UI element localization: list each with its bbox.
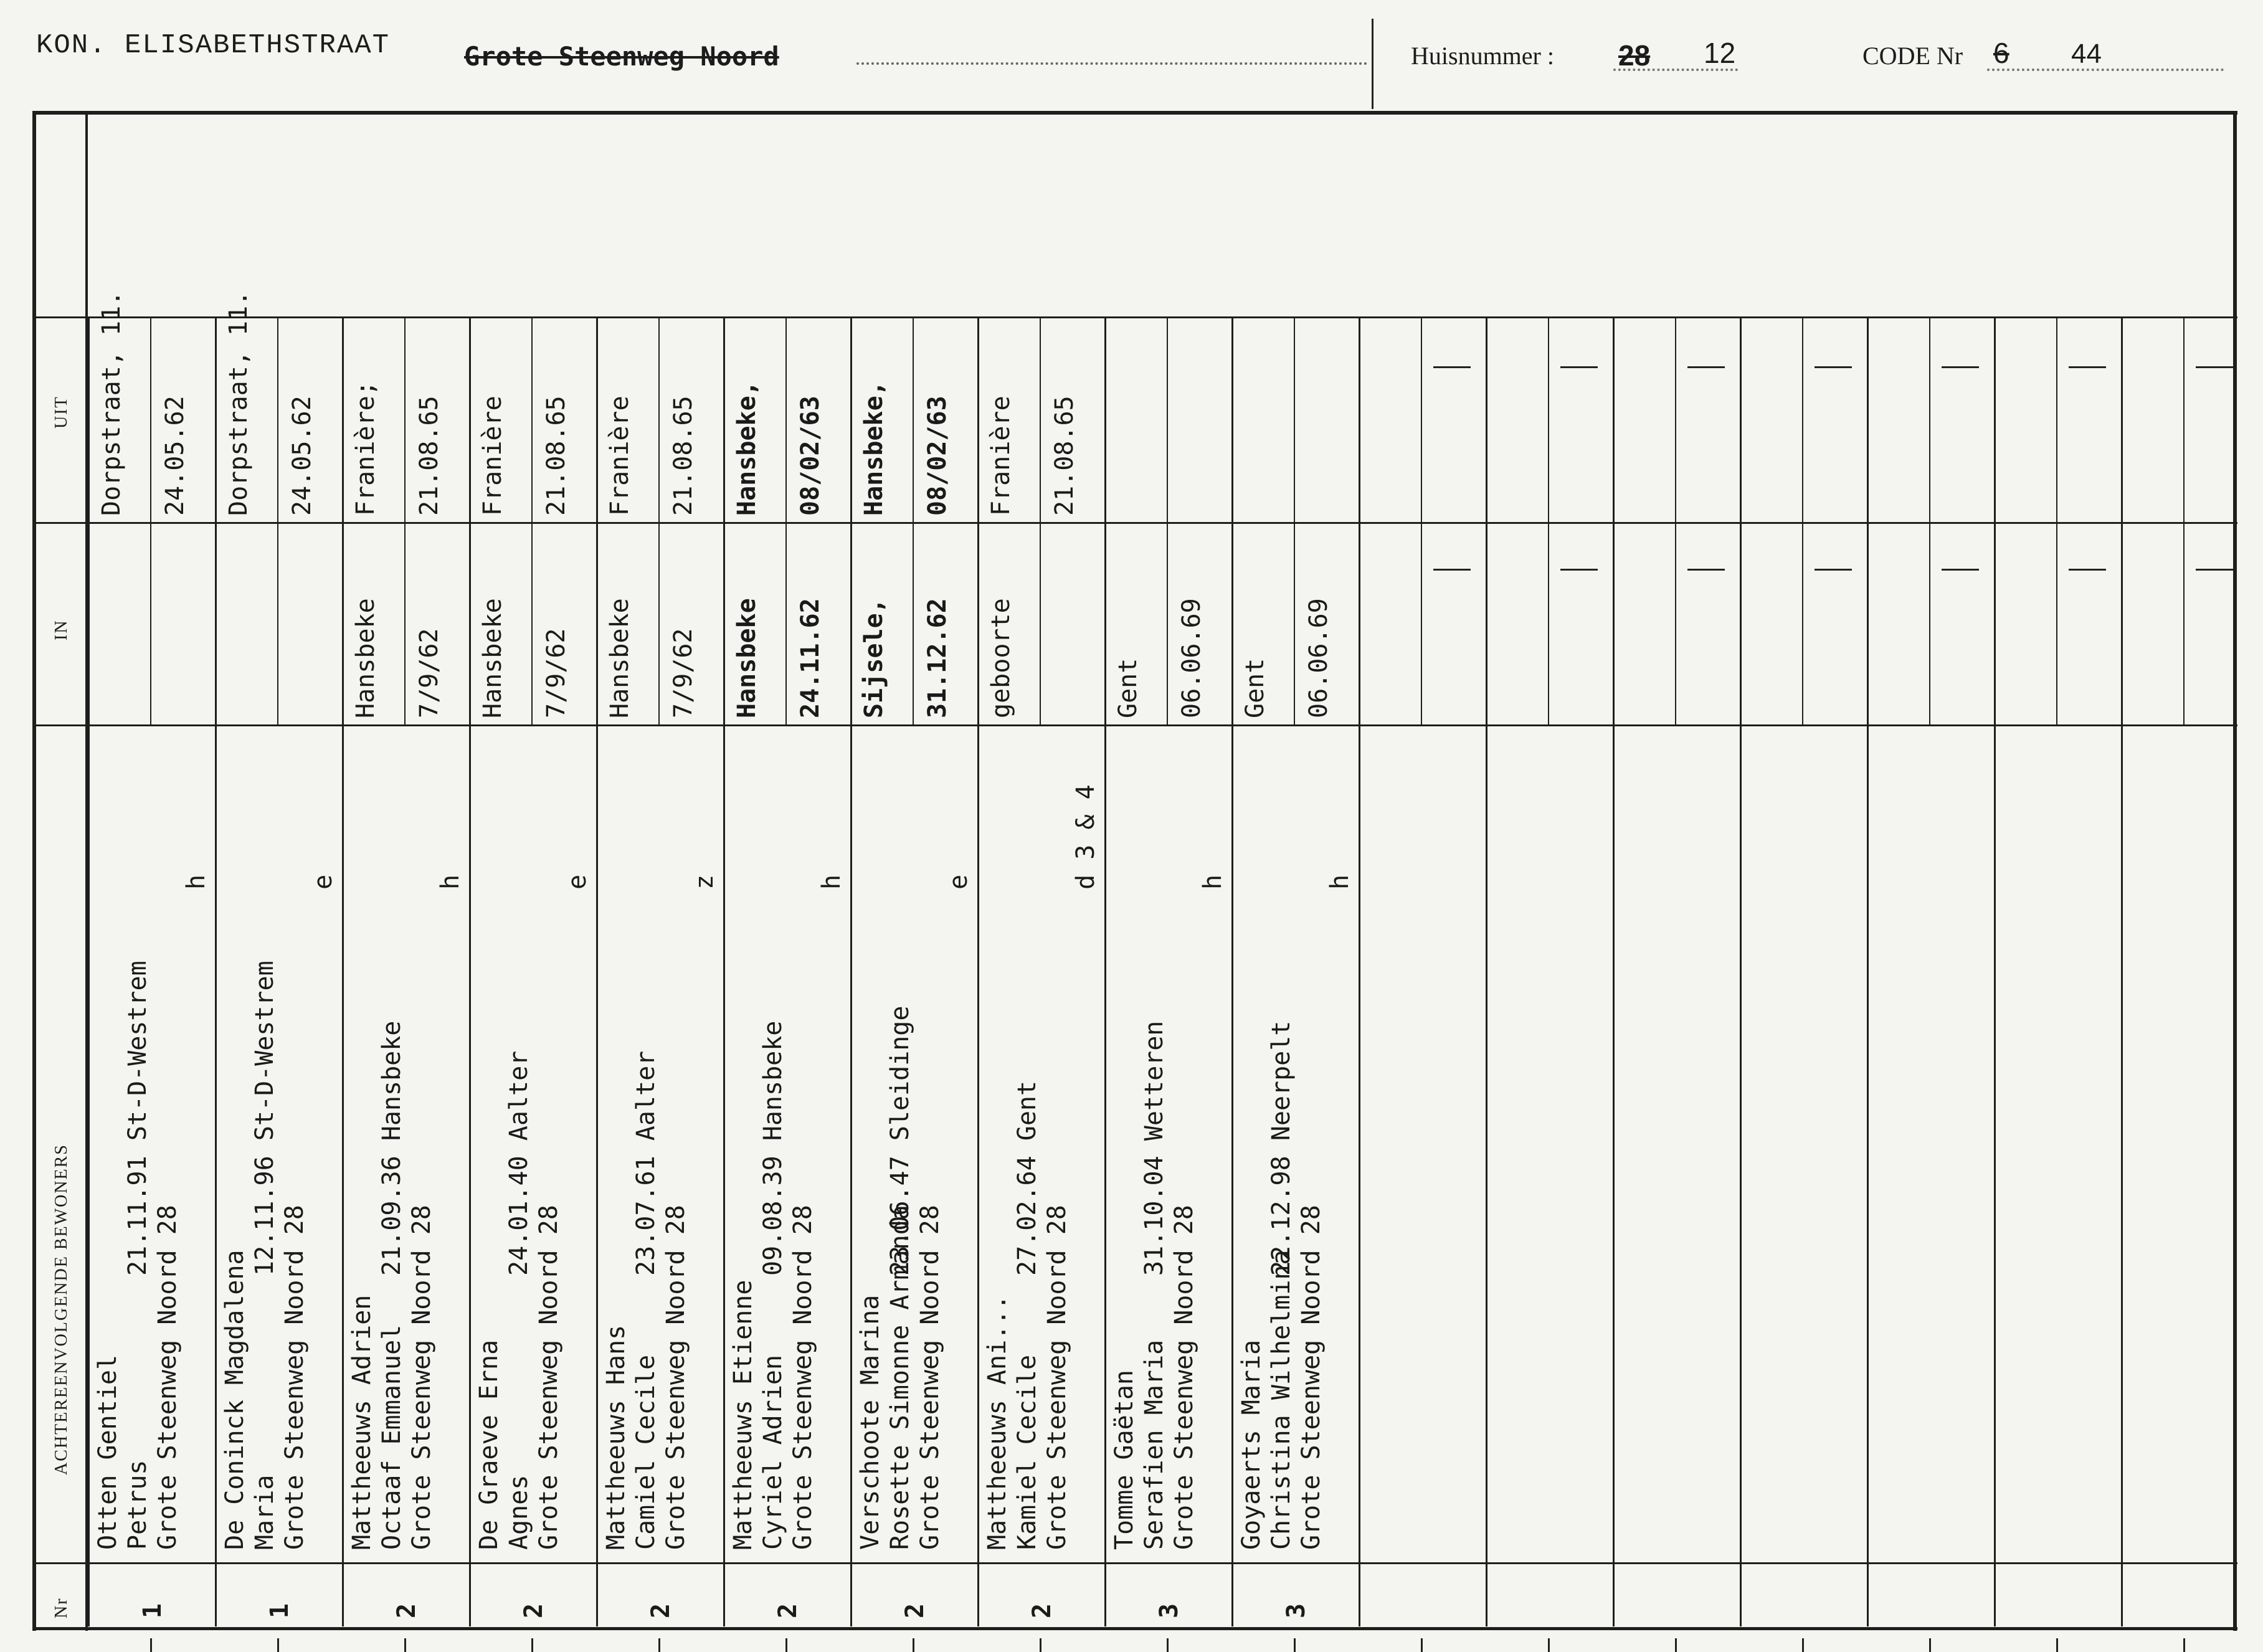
subcolumn-divider bbox=[404, 318, 406, 724]
resident-nr: 2 bbox=[774, 1603, 802, 1618]
in-date: 7/9/62 bbox=[669, 628, 698, 718]
resident-nr: 2 bbox=[647, 1603, 675, 1618]
in-place: geboorte bbox=[987, 598, 1015, 718]
resident-birth: 22.12.98 Neerpelt bbox=[1267, 1020, 1296, 1276]
empty-uit-dash bbox=[2196, 366, 2233, 368]
subcolumn-divider bbox=[2183, 318, 2185, 724]
resident-mark: e bbox=[563, 874, 592, 890]
in-place: Hansbeke bbox=[351, 598, 380, 718]
huisnummer-dotted-line bbox=[1613, 69, 1738, 71]
bottom-tick bbox=[150, 1638, 152, 1652]
uit-place: Dorpstraat, 11. bbox=[224, 290, 253, 516]
resident-nr: 1 bbox=[265, 1603, 294, 1618]
form-header bbox=[0, 0, 2263, 109]
uit-place: Hansbeke, bbox=[733, 381, 761, 516]
resident-birth: 21.09.36 Hansbeke bbox=[377, 1020, 406, 1276]
resident-name-line2: Serafien Maria bbox=[1140, 1339, 1169, 1550]
nr-label: Nr bbox=[52, 1597, 71, 1618]
resident-nr: 2 bbox=[519, 1603, 548, 1618]
huisnummer-label: Huisnummer : bbox=[1411, 42, 1554, 70]
bottom-tick bbox=[1167, 1638, 1169, 1652]
resident-mark: h bbox=[436, 874, 465, 890]
register-form bbox=[32, 111, 2237, 1631]
bottom-tick bbox=[1040, 1638, 1041, 1652]
resident-name-line2: Maria bbox=[250, 1474, 279, 1550]
in-place: Hansbeke bbox=[605, 598, 634, 718]
resident-mark: h bbox=[1198, 874, 1227, 890]
resident-birth: 31.10.04 Wetteren bbox=[1140, 1020, 1169, 1276]
uit-place: Franière bbox=[605, 396, 634, 516]
resident-name-line1: Mattheeuws Hans bbox=[602, 1324, 630, 1550]
uit-place: Dorpstraat, 11. bbox=[97, 290, 126, 516]
empty-in-dash bbox=[1433, 569, 1471, 571]
huisnummer-old: 28 bbox=[1618, 39, 1651, 72]
uit-date: 21.08.65 bbox=[415, 396, 444, 516]
code-new: 44 bbox=[2071, 39, 2102, 69]
resident-mark: h bbox=[1326, 874, 1354, 890]
uit-top-line bbox=[32, 316, 2237, 318]
resident-birth: 23.07.61 Aalter bbox=[632, 1050, 660, 1276]
resident-address: Grote Steenweg Noord 28 bbox=[280, 1205, 309, 1550]
column-divider bbox=[723, 318, 725, 1626]
uit-place: Franière; bbox=[351, 381, 380, 516]
empty-uit-dash bbox=[1433, 366, 1471, 368]
column-divider bbox=[850, 318, 852, 1626]
resident-address: Grote Steenweg Noord 28 bbox=[1170, 1205, 1198, 1550]
resident-name-line2: Cyriel Adrien bbox=[759, 1354, 787, 1550]
resident-name-line1: De Coninck Magdalena bbox=[221, 1250, 249, 1550]
resident-birth: 23.06.47 Sleidinge bbox=[886, 1005, 914, 1276]
code-old: 6 bbox=[1993, 37, 2009, 69]
resident-name-line2: Kamiel Cecile bbox=[1013, 1354, 1041, 1550]
resident-address: Grote Steenweg Noord 28 bbox=[789, 1205, 817, 1550]
in-place: Hansbeke bbox=[478, 598, 507, 718]
uit-date: 21.08.65 bbox=[669, 396, 698, 516]
column-divider bbox=[215, 318, 217, 1626]
column-divider bbox=[1359, 318, 1360, 1626]
resident-birth: 21.11.91 St-D-Westrem bbox=[123, 961, 152, 1276]
uit-date: 21.08.65 bbox=[542, 396, 571, 516]
resident-mark: h bbox=[817, 874, 846, 890]
subcolumn-divider bbox=[913, 318, 914, 724]
resident-address: Grote Steenweg Noord 28 bbox=[407, 1205, 436, 1550]
bottom-tick bbox=[531, 1638, 533, 1652]
empty-in-dash bbox=[2196, 569, 2233, 571]
column-divider bbox=[977, 318, 979, 1626]
subcolumn-divider bbox=[1802, 318, 1803, 724]
border-left bbox=[32, 111, 36, 1631]
resident-name-line1: Otten Gentiel bbox=[93, 1354, 122, 1550]
resident-name-line1: Goyaerts Maria bbox=[1237, 1339, 1266, 1550]
column-divider bbox=[1867, 318, 1869, 1626]
empty-uit-dash bbox=[1815, 366, 1852, 368]
column-divider bbox=[1231, 318, 1233, 1626]
subcolumn-divider bbox=[2056, 318, 2057, 724]
subcolumn-divider bbox=[1294, 318, 1295, 724]
subcolumn-divider bbox=[1421, 318, 1422, 724]
huisnummer-new: 12 bbox=[1704, 37, 1736, 69]
in-place: Sijsele, bbox=[860, 598, 888, 718]
uit-date: 21.08.65 bbox=[1050, 396, 1079, 516]
bottom-tick bbox=[404, 1638, 406, 1652]
resident-name-line1: De Graeve Erna bbox=[475, 1339, 503, 1550]
resident-address: Grote Steenweg Noord 28 bbox=[662, 1205, 690, 1550]
street-name: KON. ELISABETHSTRAAT bbox=[36, 30, 391, 61]
in-date: 24.11.62 bbox=[796, 598, 825, 718]
subcolumn-divider bbox=[277, 318, 278, 724]
column-divider bbox=[1994, 318, 1996, 1626]
column-divider bbox=[88, 318, 90, 1626]
old-street-name: Grote Steenweg Noord bbox=[464, 41, 779, 72]
resident-address: Grote Steenweg Noord 28 bbox=[1297, 1205, 1326, 1550]
empty-uit-dash bbox=[1560, 366, 1598, 368]
border-bottom bbox=[32, 1627, 2237, 1630]
resident-nr: 2 bbox=[392, 1603, 421, 1618]
resident-name-line2: Rosette Simonne Armanda bbox=[886, 1205, 914, 1550]
in-date: 7/9/62 bbox=[415, 628, 444, 718]
uit-place: Franière bbox=[478, 396, 507, 516]
resident-birth: 27.02.64 Gent bbox=[1013, 1080, 1041, 1276]
uit-date: 24.05.62 bbox=[161, 396, 189, 516]
resident-mark: d 3 & 4 bbox=[1071, 784, 1100, 890]
in-place: Hansbeke bbox=[733, 598, 761, 718]
column-divider bbox=[342, 318, 344, 1626]
resident-name-line2: Camiel Cecile bbox=[632, 1354, 660, 1550]
resident-name-line1: Mattheeuws Adrien bbox=[348, 1294, 376, 1550]
subcolumn-divider bbox=[785, 318, 787, 724]
column-divider bbox=[1613, 318, 1615, 1626]
subcolumn-divider bbox=[531, 318, 533, 724]
empty-in-dash bbox=[2069, 569, 2106, 571]
nr-top-line bbox=[32, 1562, 2237, 1564]
resident-name-line2: Octaaf Emmanuel bbox=[377, 1324, 406, 1550]
column-divider bbox=[469, 318, 471, 1626]
subcolumn-divider bbox=[1167, 318, 1168, 724]
column-divider bbox=[1104, 318, 1106, 1626]
resident-name-line2: Christina Wilhelmina bbox=[1267, 1250, 1296, 1550]
empty-in-dash bbox=[1815, 569, 1852, 571]
resident-nr: 2 bbox=[1028, 1603, 1056, 1618]
bewoners-label: ACHTEREENVOLGENDE BEWONERS bbox=[52, 1144, 71, 1475]
empty-in-dash bbox=[1942, 569, 1979, 571]
bottom-tick bbox=[2183, 1638, 2185, 1652]
bottom-tick bbox=[1548, 1638, 1550, 1652]
resident-address: Grote Steenweg Noord 28 bbox=[916, 1205, 944, 1550]
bottom-tick bbox=[1929, 1638, 1931, 1652]
bottom-tick bbox=[1421, 1638, 1423, 1652]
bottom-tick bbox=[1802, 1638, 1804, 1652]
resident-name-line2: Petrus bbox=[123, 1460, 152, 1550]
in-date: 06.06.69 bbox=[1304, 598, 1333, 718]
resident-birth: 12.11.96 St-D-Westrem bbox=[250, 961, 279, 1276]
resident-nr: 2 bbox=[901, 1603, 929, 1618]
bottom-tick bbox=[913, 1638, 914, 1652]
subcolumn-divider bbox=[1040, 318, 1041, 724]
resident-name-line1: Mattheeuws Etienne bbox=[729, 1279, 757, 1550]
bottom-tick bbox=[785, 1638, 787, 1652]
resident-name-line1: Tomme Gaëtan bbox=[1110, 1370, 1139, 1550]
uit-place: Franière bbox=[987, 396, 1015, 516]
bottom-tick bbox=[658, 1638, 660, 1652]
in-place: Gent bbox=[1241, 658, 1269, 718]
column-divider bbox=[596, 318, 598, 1626]
street-dotted-line bbox=[856, 62, 1367, 65]
in-label: IN bbox=[52, 619, 71, 640]
uit-date: 08/02/63 bbox=[796, 396, 825, 516]
resident-address: Grote Steenweg Noord 28 bbox=[153, 1205, 182, 1550]
empty-uit-dash bbox=[2069, 366, 2106, 368]
resident-nr: 3 bbox=[1282, 1603, 1311, 1618]
resident-name-line2: Agnes bbox=[505, 1474, 533, 1550]
code-dotted-line bbox=[1987, 69, 2224, 71]
resident-address: Grote Steenweg Noord 28 bbox=[1043, 1205, 1071, 1550]
bottom-tick bbox=[1675, 1638, 1677, 1652]
resident-mark: e bbox=[944, 874, 973, 890]
empty-uit-dash bbox=[1942, 366, 1979, 368]
subcolumn-divider bbox=[1548, 318, 1549, 724]
in-date: 7/9/62 bbox=[542, 628, 571, 718]
resident-nr: 3 bbox=[1155, 1603, 1184, 1618]
subcolumn-divider bbox=[1675, 318, 1676, 724]
resident-nr: 1 bbox=[138, 1603, 167, 1618]
bewoners-top-line bbox=[32, 724, 2237, 726]
resident-name-line1: Mattheeuws Ani... bbox=[983, 1294, 1012, 1550]
resident-name-line1: Verschoote Marina bbox=[856, 1294, 885, 1550]
subcolumn-divider bbox=[1929, 318, 1930, 724]
uit-place: Hansbeke, bbox=[860, 381, 888, 516]
resident-mark: e bbox=[309, 874, 338, 890]
in-date: 31.12.62 bbox=[923, 598, 952, 718]
resident-address: Grote Steenweg Noord 28 bbox=[534, 1205, 563, 1550]
resident-birth: 09.08.39 Hansbeke bbox=[759, 1020, 787, 1276]
in-date: 06.06.69 bbox=[1177, 598, 1206, 718]
subcolumn-divider bbox=[658, 318, 660, 724]
resident-mark: z bbox=[690, 874, 719, 890]
resident-mark: h bbox=[182, 874, 211, 890]
bottom-tick bbox=[1294, 1638, 1296, 1652]
uit-label: UIT bbox=[52, 396, 71, 429]
empty-in-dash bbox=[1687, 569, 1725, 571]
column-divider bbox=[1486, 318, 1487, 1626]
column-divider bbox=[1740, 318, 1742, 1626]
in-top-line bbox=[32, 522, 2237, 524]
border-top bbox=[32, 111, 2237, 115]
uit-date: 08/02/63 bbox=[923, 396, 952, 516]
subcolumn-divider bbox=[150, 318, 151, 724]
in-place: Gent bbox=[1114, 658, 1142, 718]
empty-in-dash bbox=[1560, 569, 1598, 571]
border-right bbox=[2233, 111, 2237, 1631]
header-divider bbox=[1372, 19, 1373, 109]
resident-birth: 24.01.40 Aalter bbox=[505, 1050, 533, 1276]
bottom-tick bbox=[2056, 1638, 2058, 1652]
code-label: CODE Nr bbox=[1862, 42, 1963, 70]
empty-uit-dash bbox=[1687, 366, 1725, 368]
bottom-tick bbox=[277, 1638, 279, 1652]
uit-date: 24.05.62 bbox=[288, 396, 316, 516]
column-divider bbox=[2121, 318, 2123, 1626]
